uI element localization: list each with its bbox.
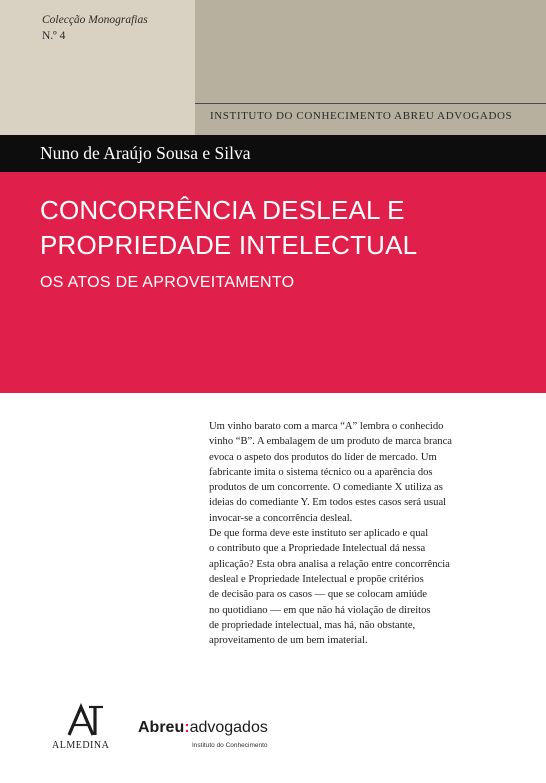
almedina-wordmark: ALMEDINA [52,740,110,751]
abreu-logo-brand: Abreu [138,719,185,736]
blurb-line: invocar-se a concorrência desleal. [209,512,353,524]
blurb-paragraph-1 [209,419,539,526]
blurb-line: o contributo que a Propriedade Intelectual dá nessa [209,543,426,555]
blurb-line: aproveitamento de um bem imaterial. [209,635,368,647]
blurb-line: de decisão para os casos — que se colocam amiúde [209,589,427,601]
institute-name: INSTITUTO DO CONHECIMENTO ABREU ADVOGADOS [210,110,513,122]
blurb-line: evoca o aspeto dos produtos do líder de mercado. Um [209,451,437,463]
abreu-logo [138,719,268,737]
book-subtitle: OS ATOS DE APROVEITAMENTO [40,274,295,291]
blurb-line: ideias do comediante Y. Em todos estes casos será usual [209,497,447,509]
blurb-paragraph-2 [209,526,539,648]
author-name: Nuno de Araújo Sousa e Silva [40,143,251,163]
abreu-logo-subtitle: Instituto do Conhecimento [192,742,268,749]
blurb-line: fabricante imita o sistema técnico ou a aparência dos [209,466,433,478]
abreu-logo-separator: : [184,719,190,736]
blurb-line: produtos de um concorrente. O comediante X utiliza as [209,482,443,494]
blurb-line: De que forma deve este instituto ser aplicado e qual [209,528,429,540]
book-title [40,193,520,263]
collection-name: Colecção Monografias [42,14,148,26]
book-title-line-2: PROPRIEDADE INTELECTUAL [40,230,418,260]
blurb-line: Um vinho barato com a marca “A” lembra o conhecido [209,421,444,432]
book-title-line-1: CONCORRÊNCIA DESLEAL E [40,195,405,225]
collection-number: N.º 4 [42,30,66,42]
blurb-line: de propriedade intelectual, mas há, não obstante, [209,619,416,631]
blurb-line: aplicação? Esta obra analisa a relação entre concorrência [209,558,450,570]
institute-divider [195,103,546,104]
back-blurb [209,419,539,648]
abreu-logo-rest: advogados [189,719,268,736]
blurb-line: desleal e Propriedade Intelectual e propõe critérios [209,573,424,585]
blurb-line: vinho “B”. A embalagem de um produto de marca branca [209,436,452,448]
blurb-line: no quotidiano — em que não há violação de direitos [209,604,431,616]
